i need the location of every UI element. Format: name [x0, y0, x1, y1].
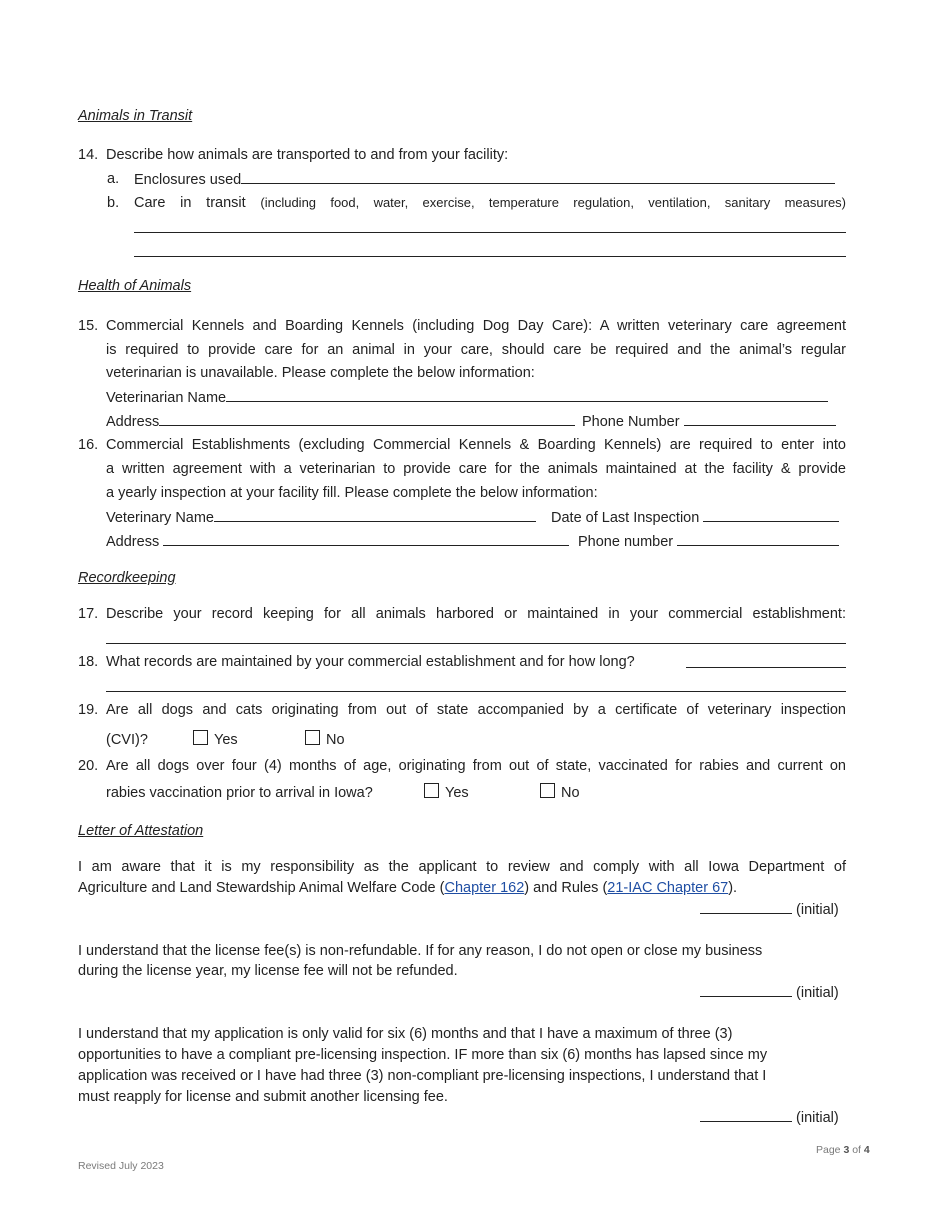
- question-text: Commercial Kennels and Boarding Kennels (including Dog Day Care): A written veterinary care agreement: [106, 318, 846, 334]
- question-text: Are all dogs and cats originating from out of state accompanied by a certificate of veterinary inspection: [106, 702, 846, 718]
- question-number: 19.: [78, 702, 99, 718]
- vet-phone-row: [582, 411, 836, 432]
- initial-field[interactable]: [700, 1107, 792, 1122]
- attestation-text: I understand that my application is only valid for six (6) months and that I have a maximum of three (3): [78, 1026, 733, 1042]
- address-label: Address: [106, 534, 160, 550]
- attestation-text: opportunities to have a compliant pre-licensing inspection. IF more than six (6) months has lapsed since my: [78, 1047, 768, 1063]
- veterinary-name-row: [106, 507, 536, 528]
- of-word: of: [852, 1144, 861, 1156]
- phone-label: Phone Number: [582, 414, 680, 430]
- sub-item-label: b.: [107, 195, 120, 211]
- section-heading-attestation: Letter of Attestation: [78, 823, 204, 839]
- initial-label: (initial): [796, 985, 839, 1001]
- attestation-text: during the license year, my license fee will not be refunded.: [78, 963, 458, 979]
- initial-row: [700, 899, 839, 920]
- question-text: Are all dogs over four (4) months of age, originating from out of state, vaccinated for rabies and current on: [106, 758, 846, 774]
- initial-label: (initial): [796, 1110, 839, 1126]
- question-text: a yearly inspection at your facility fill. Please complete the below information:: [106, 485, 598, 501]
- section-heading-recordkeeping: Recordkeeping: [78, 570, 176, 586]
- yes-label: Yes: [445, 785, 469, 801]
- initial-row: [700, 982, 839, 1003]
- question-text: Describe how animals are transported to and from your facility:: [106, 147, 509, 163]
- checkbox-icon[interactable]: [424, 783, 439, 798]
- last-inspection-row: [551, 507, 839, 528]
- last-inspection-field[interactable]: [703, 507, 839, 522]
- care-in-transit-row: [134, 193, 846, 213]
- iac-chapter-67-link[interactable]: 21-IAC Chapter 67: [607, 880, 729, 896]
- question-number: 15.: [78, 318, 99, 334]
- checkbox-icon[interactable]: [305, 730, 320, 745]
- veterinary-name-label: Veterinary Name: [106, 510, 214, 526]
- question-number: 17.: [78, 606, 99, 622]
- attestation-text: I understand that the license fee(s) is non-refundable. If for any reason, I do not open or close my business: [78, 943, 763, 959]
- care-in-transit-field-2[interactable]: [134, 242, 846, 257]
- veterinary-name-field[interactable]: [214, 507, 536, 522]
- question-text: veterinarian is unavailable. Please complete the below information:: [106, 365, 535, 381]
- question-number: 18.: [78, 654, 99, 670]
- care-in-transit-note: (including food, water, exercise, temperature regulation, ventilation, sanitary measures): [260, 195, 847, 210]
- question-text: Commercial Establishments (excluding Commercial Kennels & Boarding Kennels) are required to enter into: [106, 437, 846, 453]
- section-heading-health: Health of Animals: [78, 278, 192, 294]
- page-word: Page: [816, 1144, 841, 1156]
- rabies-yes-option[interactable]: [424, 783, 469, 803]
- checkbox-icon[interactable]: [193, 730, 208, 745]
- initial-field[interactable]: [700, 982, 792, 997]
- attestation-text: Agriculture and Land Stewardship Animal Welfare Code (: [78, 880, 445, 896]
- question-text: What records are maintained by your commercial establishment and for how long?: [106, 654, 635, 670]
- yes-label: Yes: [214, 732, 238, 748]
- page-current: 3: [843, 1144, 850, 1156]
- attestation-text: ) and Rules (: [524, 880, 608, 896]
- no-label: No: [561, 785, 580, 801]
- address-field[interactable]: [159, 411, 575, 426]
- section-heading-transit: Animals in Transit: [78, 108, 193, 124]
- sub-item-label: a.: [107, 171, 120, 187]
- enclosures-field[interactable]: [241, 169, 835, 184]
- records-maintained-field-1[interactable]: [686, 653, 846, 668]
- record-keeping-field[interactable]: [106, 629, 846, 644]
- phone-field[interactable]: [684, 411, 836, 426]
- question-text: (CVI)?: [106, 732, 148, 748]
- no-label: No: [326, 732, 345, 748]
- rabies-no-option[interactable]: [540, 783, 580, 803]
- veterinarian-name-row: [106, 387, 828, 408]
- initial-row: [700, 1107, 839, 1128]
- records-maintained-field-2[interactable]: [106, 677, 846, 692]
- question-text: is required to provide care for an animal in your care, should care be required and the animal’s regular: [106, 342, 846, 358]
- attestation-text: application was received or I have had three (3) non-compliant pre-licensing inspections, I understand that I: [78, 1068, 767, 1084]
- phone-field[interactable]: [677, 531, 839, 546]
- question-text: a written agreement with a veterinarian to provide care for the animals maintained at the facility & provide: [106, 461, 846, 477]
- address-field[interactable]: [163, 531, 569, 546]
- last-inspection-label: Date of Last Inspection: [551, 510, 700, 526]
- page-number: [816, 1143, 870, 1157]
- attestation-text: I am aware that it is my responsibility as the applicant to review and comply with all Iowa Department of: [78, 859, 846, 875]
- veterinarian-name-label: Veterinarian Name: [106, 390, 227, 406]
- question-number: 16.: [78, 437, 99, 453]
- vet-phone-row: [578, 531, 839, 552]
- revised-date: Revised July 2023: [78, 1160, 164, 1172]
- question-number: 20.: [78, 758, 99, 774]
- attestation-text-row: [78, 878, 737, 898]
- care-in-transit-field-1[interactable]: [134, 218, 846, 233]
- phone-label: Phone number: [578, 534, 674, 550]
- question-text: Describe your record keeping for all animals harbored or maintained in your commercial establishment:: [106, 606, 846, 622]
- checkbox-icon[interactable]: [540, 783, 555, 798]
- address-label: Address: [106, 414, 160, 430]
- cvi-no-option[interactable]: [305, 730, 345, 750]
- initial-label: (initial): [796, 902, 839, 918]
- vet-address-row: [106, 411, 575, 432]
- enclosures-label: Enclosures used: [134, 172, 242, 188]
- vet-address-row: [106, 531, 569, 552]
- initial-field[interactable]: [700, 899, 792, 914]
- question-number: 14.: [78, 147, 99, 163]
- attestation-text: must reapply for license and submit another licensing fee.: [78, 1089, 448, 1105]
- attestation-text: ).: [728, 880, 738, 896]
- page-total: 4: [863, 1144, 870, 1156]
- veterinarian-name-field[interactable]: [226, 387, 828, 402]
- chapter-162-link[interactable]: Chapter 162: [444, 880, 525, 896]
- question-text: rabies vaccination prior to arrival in Iowa?: [106, 785, 373, 801]
- cvi-yes-option[interactable]: [193, 730, 238, 750]
- care-in-transit-label: Care in transit: [134, 195, 246, 211]
- enclosures-row: [134, 169, 835, 190]
